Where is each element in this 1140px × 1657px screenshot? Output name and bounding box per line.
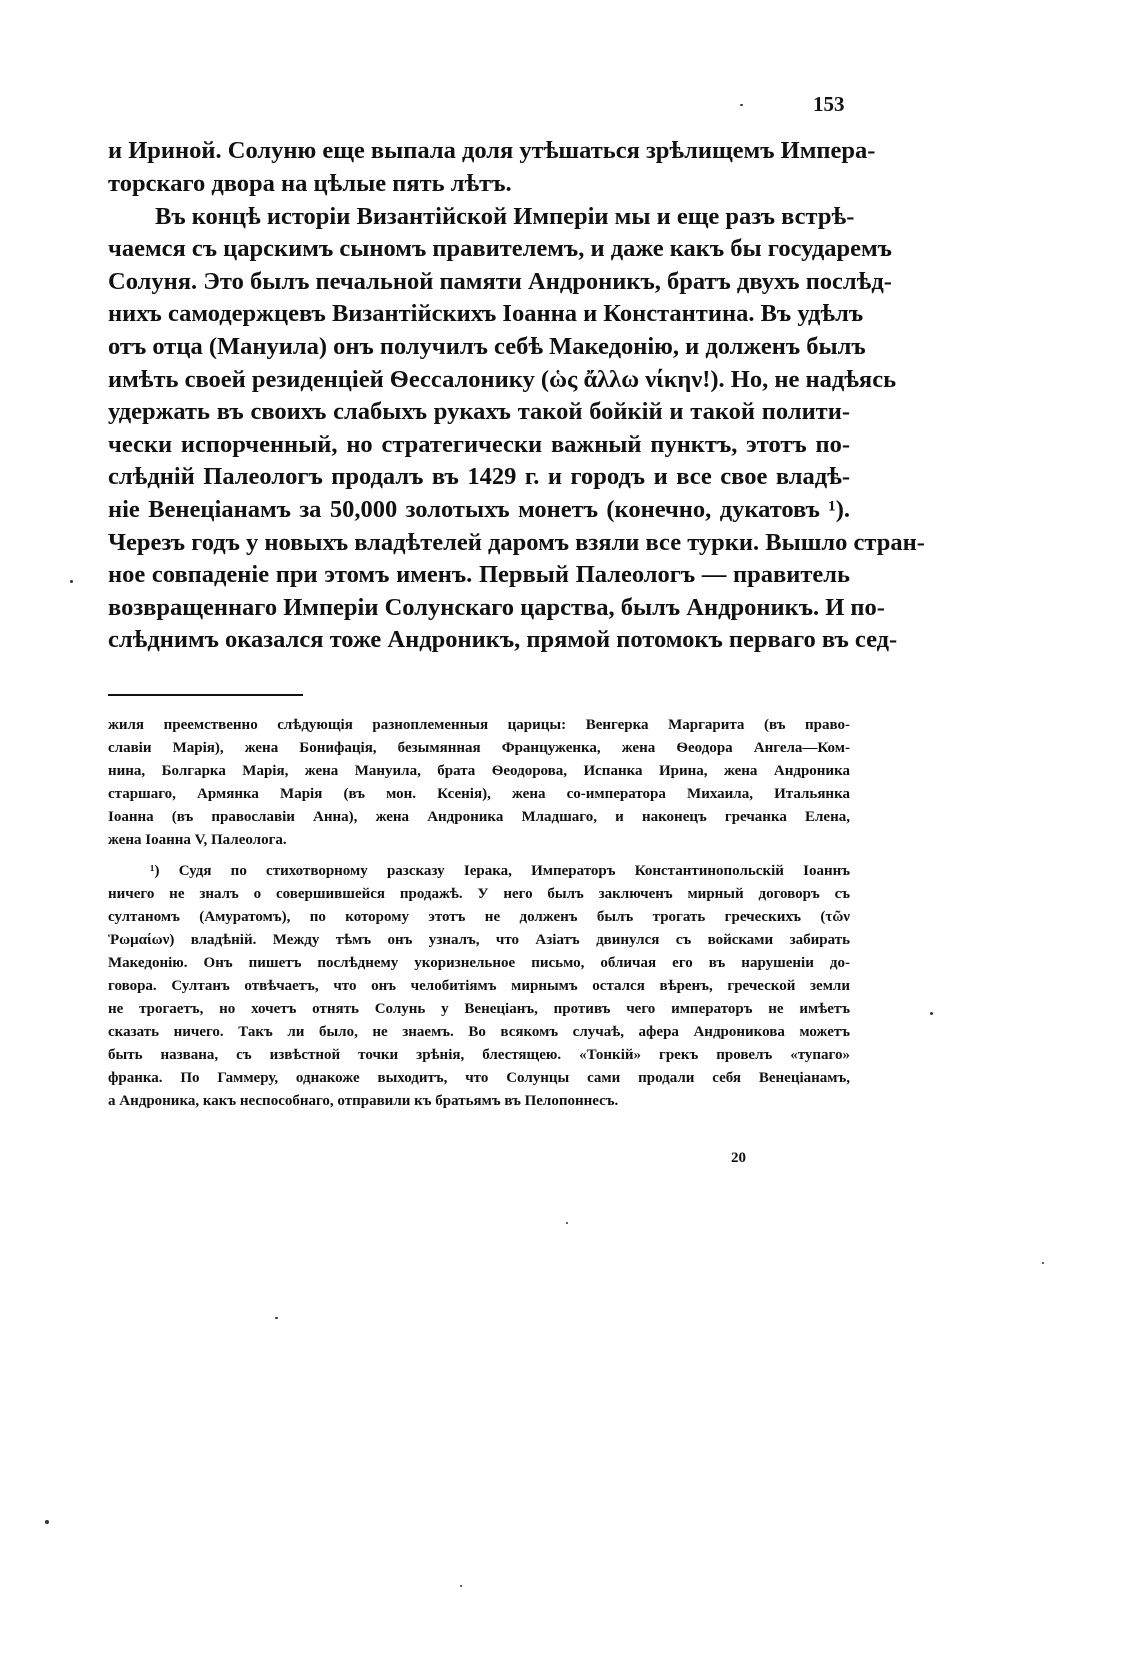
- text-line: возвращеннаго Имперіи Солунскаго царства, былъ Андроникъ. И по-: [108, 594, 885, 621]
- footnote-line: быть названа, съ извѣстной точки зрѣнія, блестящею. «Тонкій» грекъ провелъ «тупаго»: [108, 1047, 850, 1063]
- footnote-line: ничего не зналъ о совершившейся продажѣ. У него былъ заключенъ мирный договоръ съ: [108, 886, 850, 902]
- text-line: Черезъ годъ у новыхъ владѣтелей даромъ взяли все турки. Вышло стран-: [108, 529, 925, 556]
- scan-speck: [460, 1585, 462, 1587]
- footnote-line: жиля преемственно слѣдующія разноплеменныя царицы: Венгерка Маргарита (въ право-: [108, 717, 850, 733]
- footnote-line: франка. По Гаммеру, однакоже выходитъ, что Солунцы сами продали себя Венеціанамъ,: [108, 1070, 850, 1086]
- text-line: Солуня. Это былъ печальной памяти Андроникъ, братъ двухъ послѣд-: [108, 268, 892, 295]
- footnote-line: султаномъ (Амуратомъ), по которому этотъ не долженъ былъ трогать греческихъ (τῶν: [108, 909, 850, 925]
- footnote-line: сказать ничего. Такъ ли было, не знаемъ. Во всякомъ случаѣ, афера Андроникова можетъ: [108, 1024, 850, 1040]
- scan-speck: [45, 1520, 49, 1524]
- scan-speck: [70, 580, 73, 583]
- footnote-line: славіи Марія), жена Бонифація, безымянная Француженка, жена Ѳеодора Ангела—Ком-: [108, 740, 850, 756]
- text-line: нихъ самодержцевъ Византійскихъ Іоанна и Константина. Въ удѣлъ: [108, 300, 864, 327]
- text-line: отъ отца (Мануила) онъ получилъ себѣ Македонію, и долженъ былъ: [108, 333, 866, 360]
- text-line: имѣть своей резиденціей Ѳессалонику (ὡς ἄλλω νίκην!). Но, не надѣясь: [108, 366, 897, 393]
- scan-speck: [1042, 1262, 1044, 1264]
- footnote-line: Ῥωμαίων) владѣній. Между тѣмъ онъ узналъ, что Азіатъ двинулся съ войсками забирать: [108, 932, 850, 948]
- text-line: удержать въ своихъ слабыхъ рукахъ такой бойкій и такой полити-: [108, 398, 850, 425]
- text-line: слѣднимъ оказался тоже Андроникъ, прямой потомокъ перваго въ сед-: [108, 626, 898, 653]
- text-line: слѣдній Палеологъ продалъ въ 1429 г. и городъ и все свое владѣ-: [108, 463, 850, 490]
- scan-speck: [740, 104, 743, 106]
- footnote-line: Іоанна (въ православіи Анна), жена Андроника Младшаго, и наконецъ гречанка Елена,: [108, 809, 850, 825]
- text-line: Въ концѣ исторіи Византійской Имперіи мы и еще разъ встрѣ-: [155, 203, 855, 230]
- footnote-line: не трогаетъ, но хочетъ отнять Солунь у Венеціанъ, противъ чего императоръ не имѣетъ: [108, 1001, 850, 1017]
- footnote-line: говора. Султанъ отвѣчаетъ, что онъ челобитіямъ мирнымъ остался вѣренъ, греческой земли: [108, 978, 850, 994]
- scan-speck: [275, 1317, 278, 1319]
- signature-mark: 20: [731, 1150, 746, 1166]
- page-number: 153: [813, 92, 845, 116]
- footnote-line: Македонію. Онъ пишетъ послѣднему укоризнельное письмо, обличая его въ нарушеніи до-: [108, 955, 850, 971]
- scan-speck: [930, 1012, 933, 1015]
- text-line: торскаго двора на цѣлые пять лѣтъ.: [108, 170, 512, 197]
- footnote-line: нина, Болгарка Марія, жена Мануила, брата Ѳеодорова, Испанка Ирина, жена Андроника: [108, 763, 850, 779]
- footnote-line: старшаго, Армянка Марія (въ мон. Ксенія), жена со-императора Михаила, Итальянка: [108, 786, 850, 802]
- footnote-line: а Андроника, какъ неспособнаго, отправили къ братьямъ въ Пелопоннесъ.: [108, 1093, 619, 1109]
- footnote-line: жена Іоанна V, Палеолога.: [108, 832, 287, 848]
- scan-speck: [566, 1222, 568, 1224]
- footnote-line: ¹) Судя по стихотворному разсказу Іерака, Императоръ Константинопольскій Іоаннъ: [150, 863, 850, 879]
- footnote-rule: [108, 694, 303, 696]
- text-line: ное совпаденіе при этомъ именъ. Первый Палеологъ — правитель: [108, 561, 850, 588]
- text-line: чаемся съ царскимъ сыномъ правителемъ, и даже какъ бы государемъ: [108, 235, 892, 262]
- text-line: ніе Венеціанамъ за 50,000 золотыхъ монетъ (конечно, дукатовъ ¹).: [108, 496, 850, 523]
- text-line: чески испорченный, но стратегически важный пунктъ, этотъ по-: [108, 431, 850, 458]
- text-line: и Ириной. Солуню еще выпала доля утѣшаться зрѣлищемъ Импера-: [108, 137, 876, 164]
